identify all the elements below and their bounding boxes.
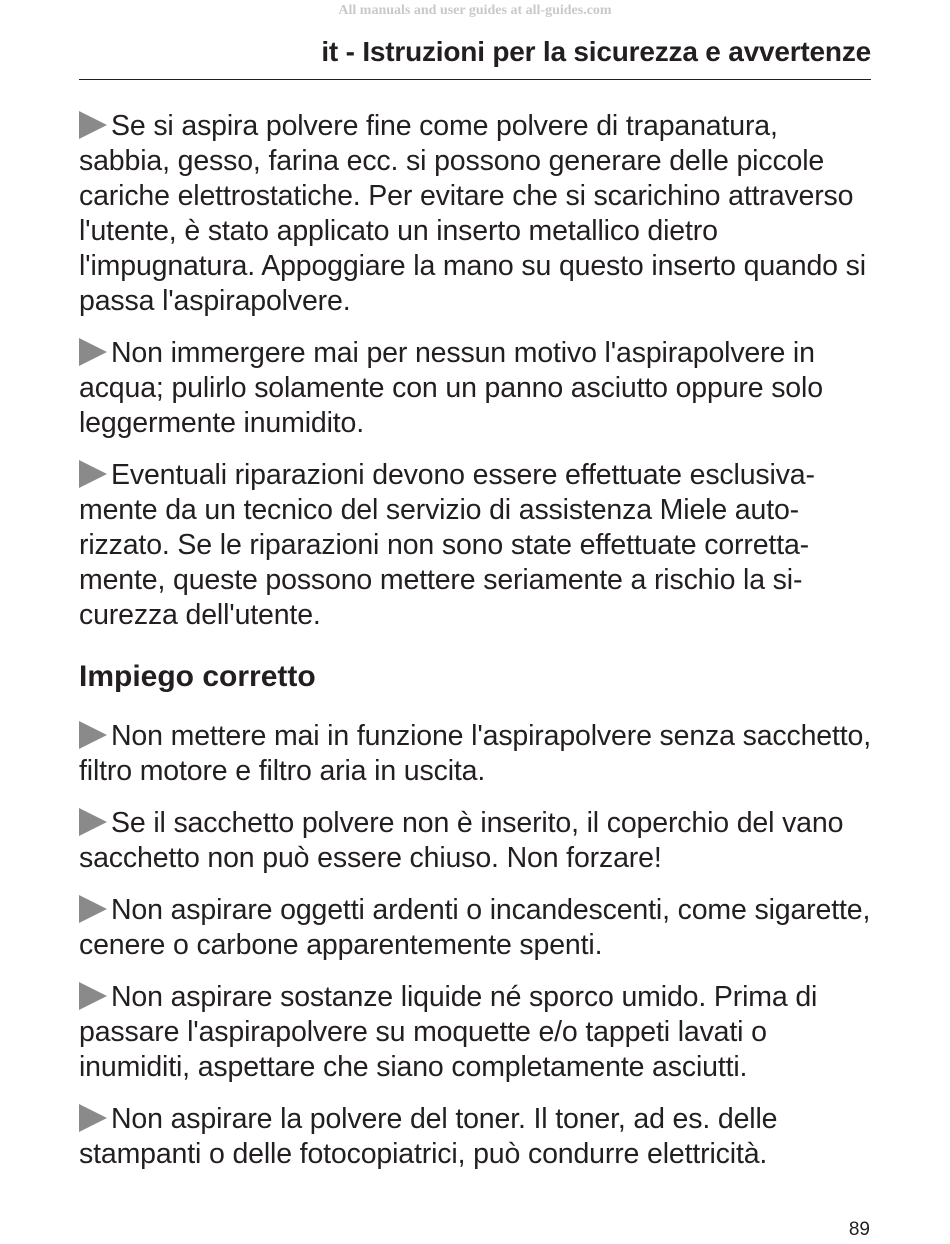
arrow-bullet-icon: [79, 338, 107, 366]
arrow-bullet-icon: [79, 895, 107, 923]
paragraph-text: Se il sacchetto polvere non è inserito, il coperchio del vano sacchetto non può essere chiuso. Non forzare!: [79, 807, 844, 874]
paragraph-text: Eventuali riparazioni devono essere effettuate esclusivamente da un tecnico del servizio di assistenza Miele autorizzato. Se le riparazioni non sono state effettuate correttamente, queste possono mettere seriamente a rischio la sicurezza dell'utente.: [79, 459, 815, 631]
page-number: 89: [848, 1219, 870, 1240]
arrow-bullet-icon: [79, 721, 107, 749]
warning-paragraph-toner: [79, 1102, 871, 1172]
arrow-bullet-icon: [79, 982, 107, 1010]
warning-paragraph-water: [79, 336, 871, 441]
paragraph-text: Non aspirare oggetti ardenti o incandescenti, come sigarette, cenere o carbone apparentemente spenti.: [79, 894, 871, 961]
page-header-title: it - Istruzioni per la sicurezza e avvertenze: [321, 36, 871, 67]
page-content: [79, 109, 871, 1189]
arrow-bullet-icon: [79, 808, 107, 836]
paragraph-text: Se si aspira polvere fine come polvere di trapanatura, sabbia, gesso, farina ecc. si possono generare delle piccole cariche elettrostatiche. Per evitare che si scarichino attraverso l'utente, è stato applicato un inserto metallico dietro l'impugnatura. Appoggiare la mano su questo inserto quando si passa l'aspirapolvere.: [79, 110, 866, 317]
section-heading: Impiego corretto: [79, 660, 316, 693]
warning-paragraph-repairs: [79, 458, 871, 633]
warning-paragraph-hot-objects: [79, 893, 871, 963]
arrow-bullet-icon: [79, 1104, 107, 1132]
watermark: All manuals and user guides at all-guides.com: [338, 3, 612, 18]
paragraph-text: Non aspirare sostanze liquide né sporco umido. Prima di passare l'aspirapolvere su moquette e/o tappeti lavati o inumiditi, aspettare che siano completamente asciutti.: [79, 981, 818, 1083]
warning-paragraph-bag-filter: [79, 719, 871, 789]
warning-paragraph-liquids: [79, 980, 871, 1085]
warning-paragraph-static-charge: [79, 109, 871, 319]
paragraph-text: Non mettere mai in funzione l'aspirapolvere senza sacchetto, filtro motore e filtro aria in uscita.: [79, 720, 872, 787]
paragraph-text: Non immergere mai per nessun motivo l'aspirapolvere in acqua; pulirlo solamente con un panno asciutto oppure solo leggermente inumidito.: [79, 337, 823, 439]
arrow-bullet-icon: [79, 460, 107, 488]
paragraph-text: Non aspirare la polvere del toner. Il toner, ad es. delle stampanti o delle fotocopiatrici, può condurre elettricità.: [79, 1103, 778, 1170]
warning-paragraph-lid: [79, 806, 871, 876]
header-divider: [79, 79, 871, 80]
arrow-bullet-icon: [79, 111, 107, 139]
